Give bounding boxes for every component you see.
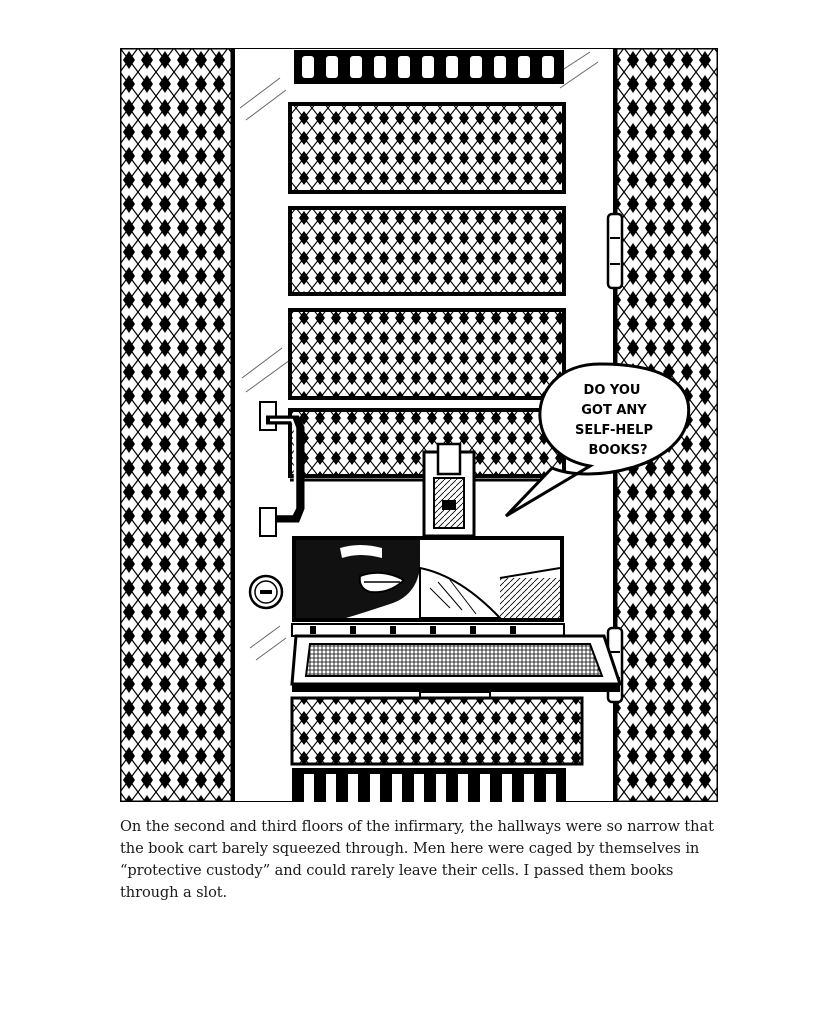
upper-hinge: [608, 214, 622, 288]
door-window-3: [290, 310, 564, 398]
slot-hinge-strip: [292, 624, 564, 636]
door-window-2: [290, 208, 564, 294]
speech-line-4: BOOKS?: [588, 443, 648, 458]
door-window-1: [290, 104, 564, 192]
left-lattice-wall: [120, 48, 232, 802]
food-slot-opening: [292, 536, 564, 622]
speech-line-1: DO YOU: [583, 383, 641, 398]
keyhole: [250, 576, 282, 608]
cell-door-illustration: [120, 48, 718, 802]
speech-line-3: SELF-HELP: [575, 423, 653, 438]
caption-text: On the second and third floors of the infirmary, the hallways were so narrow that the book cart barely squeezed through. Men here were caged by themselves in “protective custody” and could rarely leave their cells. I passed them books through a slot.: [120, 818, 714, 901]
door-window-lower: [292, 698, 582, 764]
comic-panel: [120, 48, 718, 802]
slot-latch: [424, 444, 474, 536]
speech-line-2: GOT ANY: [581, 403, 647, 418]
